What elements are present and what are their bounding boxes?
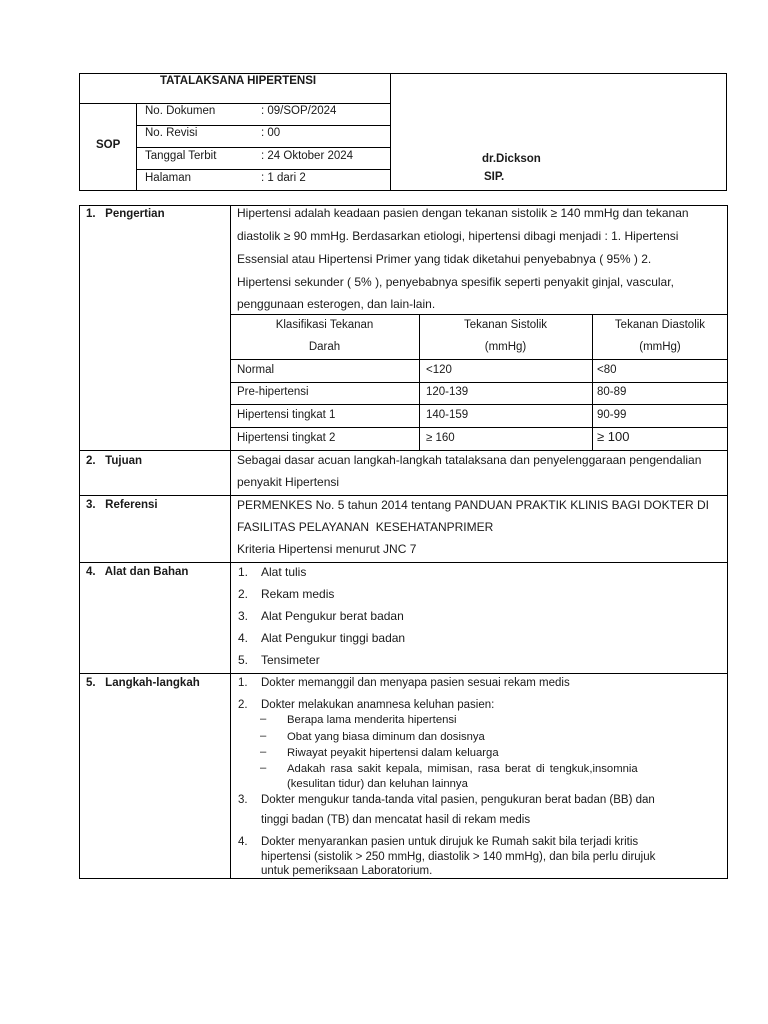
tujuan-line: penyakit Hipertensi (237, 475, 340, 489)
classification-cell: <120 (426, 364, 452, 376)
header-row-divider (136, 147, 390, 148)
step-text: Dokter melakukan anamnesa keluhan pasien: (261, 699, 495, 711)
section-label-pengertian: 1. Pengertian (86, 208, 165, 220)
alat-item-number: 4. (238, 631, 249, 645)
doctor-sip: SIP. (484, 171, 505, 183)
pengertian-line: Hipertensi adalah keadaan pasien dengan tekanan sistolik ≥ 140 mmHg dan tekanan (237, 206, 689, 220)
step-text: Dokter mengukur tanda-tanda vital pasien, pengukuran berat badan (BB) dan (261, 794, 655, 806)
classification-cell: Hipertensi tingkat 1 (237, 409, 336, 421)
classification-header-diastolik: Tekanan Diastolik (614, 319, 706, 331)
step-text: Dokter memanggil dan menyapa pasien sesuai rekam medis (261, 677, 570, 689)
doctor-name: dr.Dickson (482, 153, 541, 165)
section-label-alat: 4. Alat dan Bahan (86, 566, 189, 578)
header-row-divider (136, 169, 390, 170)
classification-cell: Normal (237, 364, 275, 376)
classification-cell: Hipertensi tingkat 2 (237, 432, 336, 444)
sop-label: SOP (96, 139, 121, 151)
classification-row-divider (230, 404, 728, 405)
alat-item: Alat Pengukur berat badan (261, 609, 404, 623)
dash-bullet: – (260, 713, 267, 725)
alat-item-number: 3. (238, 609, 249, 623)
section-label-referensi: 3. Referensi (86, 499, 158, 511)
referensi-line: Kriteria Hipertensi menurut JNC 7 (237, 542, 417, 556)
step-number: 1. (238, 677, 248, 689)
alat-item: Alat tulis (261, 565, 307, 579)
classification-cell: <80 (597, 364, 617, 376)
tanggal-terbit-label: Tanggal Terbit (145, 150, 217, 162)
no-revisi-value: : 00 (261, 127, 281, 139)
classification-cell: ≥ 160 (426, 432, 455, 444)
alat-item: Tensimeter (261, 653, 320, 667)
classification-header-sistolik-unit: (mmHg) (484, 341, 527, 353)
referensi-line: FASILITAS PELAYANAN KESEHATANPRIMER (237, 520, 494, 534)
classification-cell: Pre-hipertensi (237, 386, 309, 398)
pengertian-line: diastolik ≥ 90 mmHg. Berdasarkan etiologi, hipertensi dibagi menjadi : 1. Hipertensi (237, 229, 679, 243)
sub-step-text: Obat yang biasa diminum dan dosisnya (287, 731, 485, 743)
step-number: 4. (238, 836, 248, 848)
classification-row-divider (230, 427, 728, 428)
classification-cell: 140-159 (426, 409, 469, 421)
classification-header-klasifikasi: Klasifikasi Tekanan (275, 319, 374, 331)
dash-bullet: – (260, 730, 267, 742)
step-text: Dokter menyarankan pasien untuk dirujuk ke Rumah sakit bila terjadi kritis (261, 836, 639, 848)
classification-cell: ≥ 100 (597, 429, 630, 444)
no-revisi-label: No. Revisi (145, 127, 198, 139)
step-text: untuk pemeriksaan Laboratorium. (261, 865, 433, 877)
tanggal-terbit-value: : 24 Oktober 2024 (261, 150, 354, 162)
halaman-label: Halaman (145, 172, 192, 184)
alat-item-number: 1. (238, 565, 249, 579)
sub-step-text: Adakah rasa sakit kepala, mimisan, rasa berat di tengkuk,insomnia (287, 763, 638, 775)
step-text: tinggi badan (TB) dan mencatat hasil di rekam medis (261, 814, 531, 826)
no-dokumen-value: : 09/SOP/2024 (261, 105, 337, 117)
step-text: hipertensi (sistolik > 250 mmHg, diastolik > 140 mmHg), dan bila perlu dirujuk (261, 851, 656, 863)
header-title-divider (79, 103, 390, 104)
pengertian-line: Hipertensi sekunder ( 5% ), penyebabnya spesifik seperti penyakit ginjal, vascular, (237, 275, 674, 289)
halaman-value: : 1 dari 2 (261, 172, 306, 184)
alat-item-number: 5. (238, 653, 249, 667)
dash-bullet: – (260, 746, 267, 758)
classification-header-klasifikasi-2: Darah (308, 341, 341, 353)
sub-step-text: Riwayat peyakit hipertensi dalam keluarga (287, 747, 499, 759)
alat-item: Alat Pengukur tinggi badan (261, 631, 406, 645)
alat-item-number: 2. (238, 587, 249, 601)
dash-bullet: – (260, 762, 267, 774)
section-label-tujuan: 2. Tujuan (86, 455, 143, 467)
content-column-divider (230, 205, 231, 879)
classification-row-divider (230, 359, 728, 360)
no-dokumen-label: No. Dokumen (145, 105, 216, 117)
sub-step-text: Berapa lama menderita hipertensi (287, 714, 457, 726)
classification-cell: 90-99 (597, 409, 627, 421)
pengertian-line: Essensial atau Hipertensi Primer yang tidak diketahui penyebabnya ( 95% ) 2. (237, 252, 652, 266)
document-title: TATALAKSANA HIPERTENSI (160, 75, 317, 87)
classification-row-divider (230, 382, 728, 383)
classification-cell: 80-89 (597, 386, 627, 398)
alat-item: Rekam medis (261, 587, 335, 601)
section-label-langkah: 5. Langkah-langkah (86, 677, 200, 689)
step-number: 2. (238, 699, 248, 711)
classification-header-sistolik: Tekanan Sistolik (463, 319, 548, 331)
classification-cell: 120-139 (426, 386, 469, 398)
referensi-line: PERMENKES No. 5 tahun 2014 tentang PANDUAN PRAKTIK KLINIS BAGI DOKTER DI (237, 498, 709, 512)
classification-header-diastolik-unit: (mmHg) (639, 341, 681, 353)
section-divider (79, 673, 728, 674)
sub-step-text: (kesulitan tidur) dan keluhan lainnya (287, 778, 468, 790)
tujuan-line: Sebagai dasar acuan langkah-langkah tatalaksana dan penyelenggaraan pengendalian (237, 453, 702, 467)
step-number: 3. (238, 794, 248, 806)
section-divider (79, 562, 728, 563)
pengertian-line: penggunaan esterogen, dan lain-lain. (237, 297, 436, 311)
header-divider-vertical (390, 73, 391, 191)
